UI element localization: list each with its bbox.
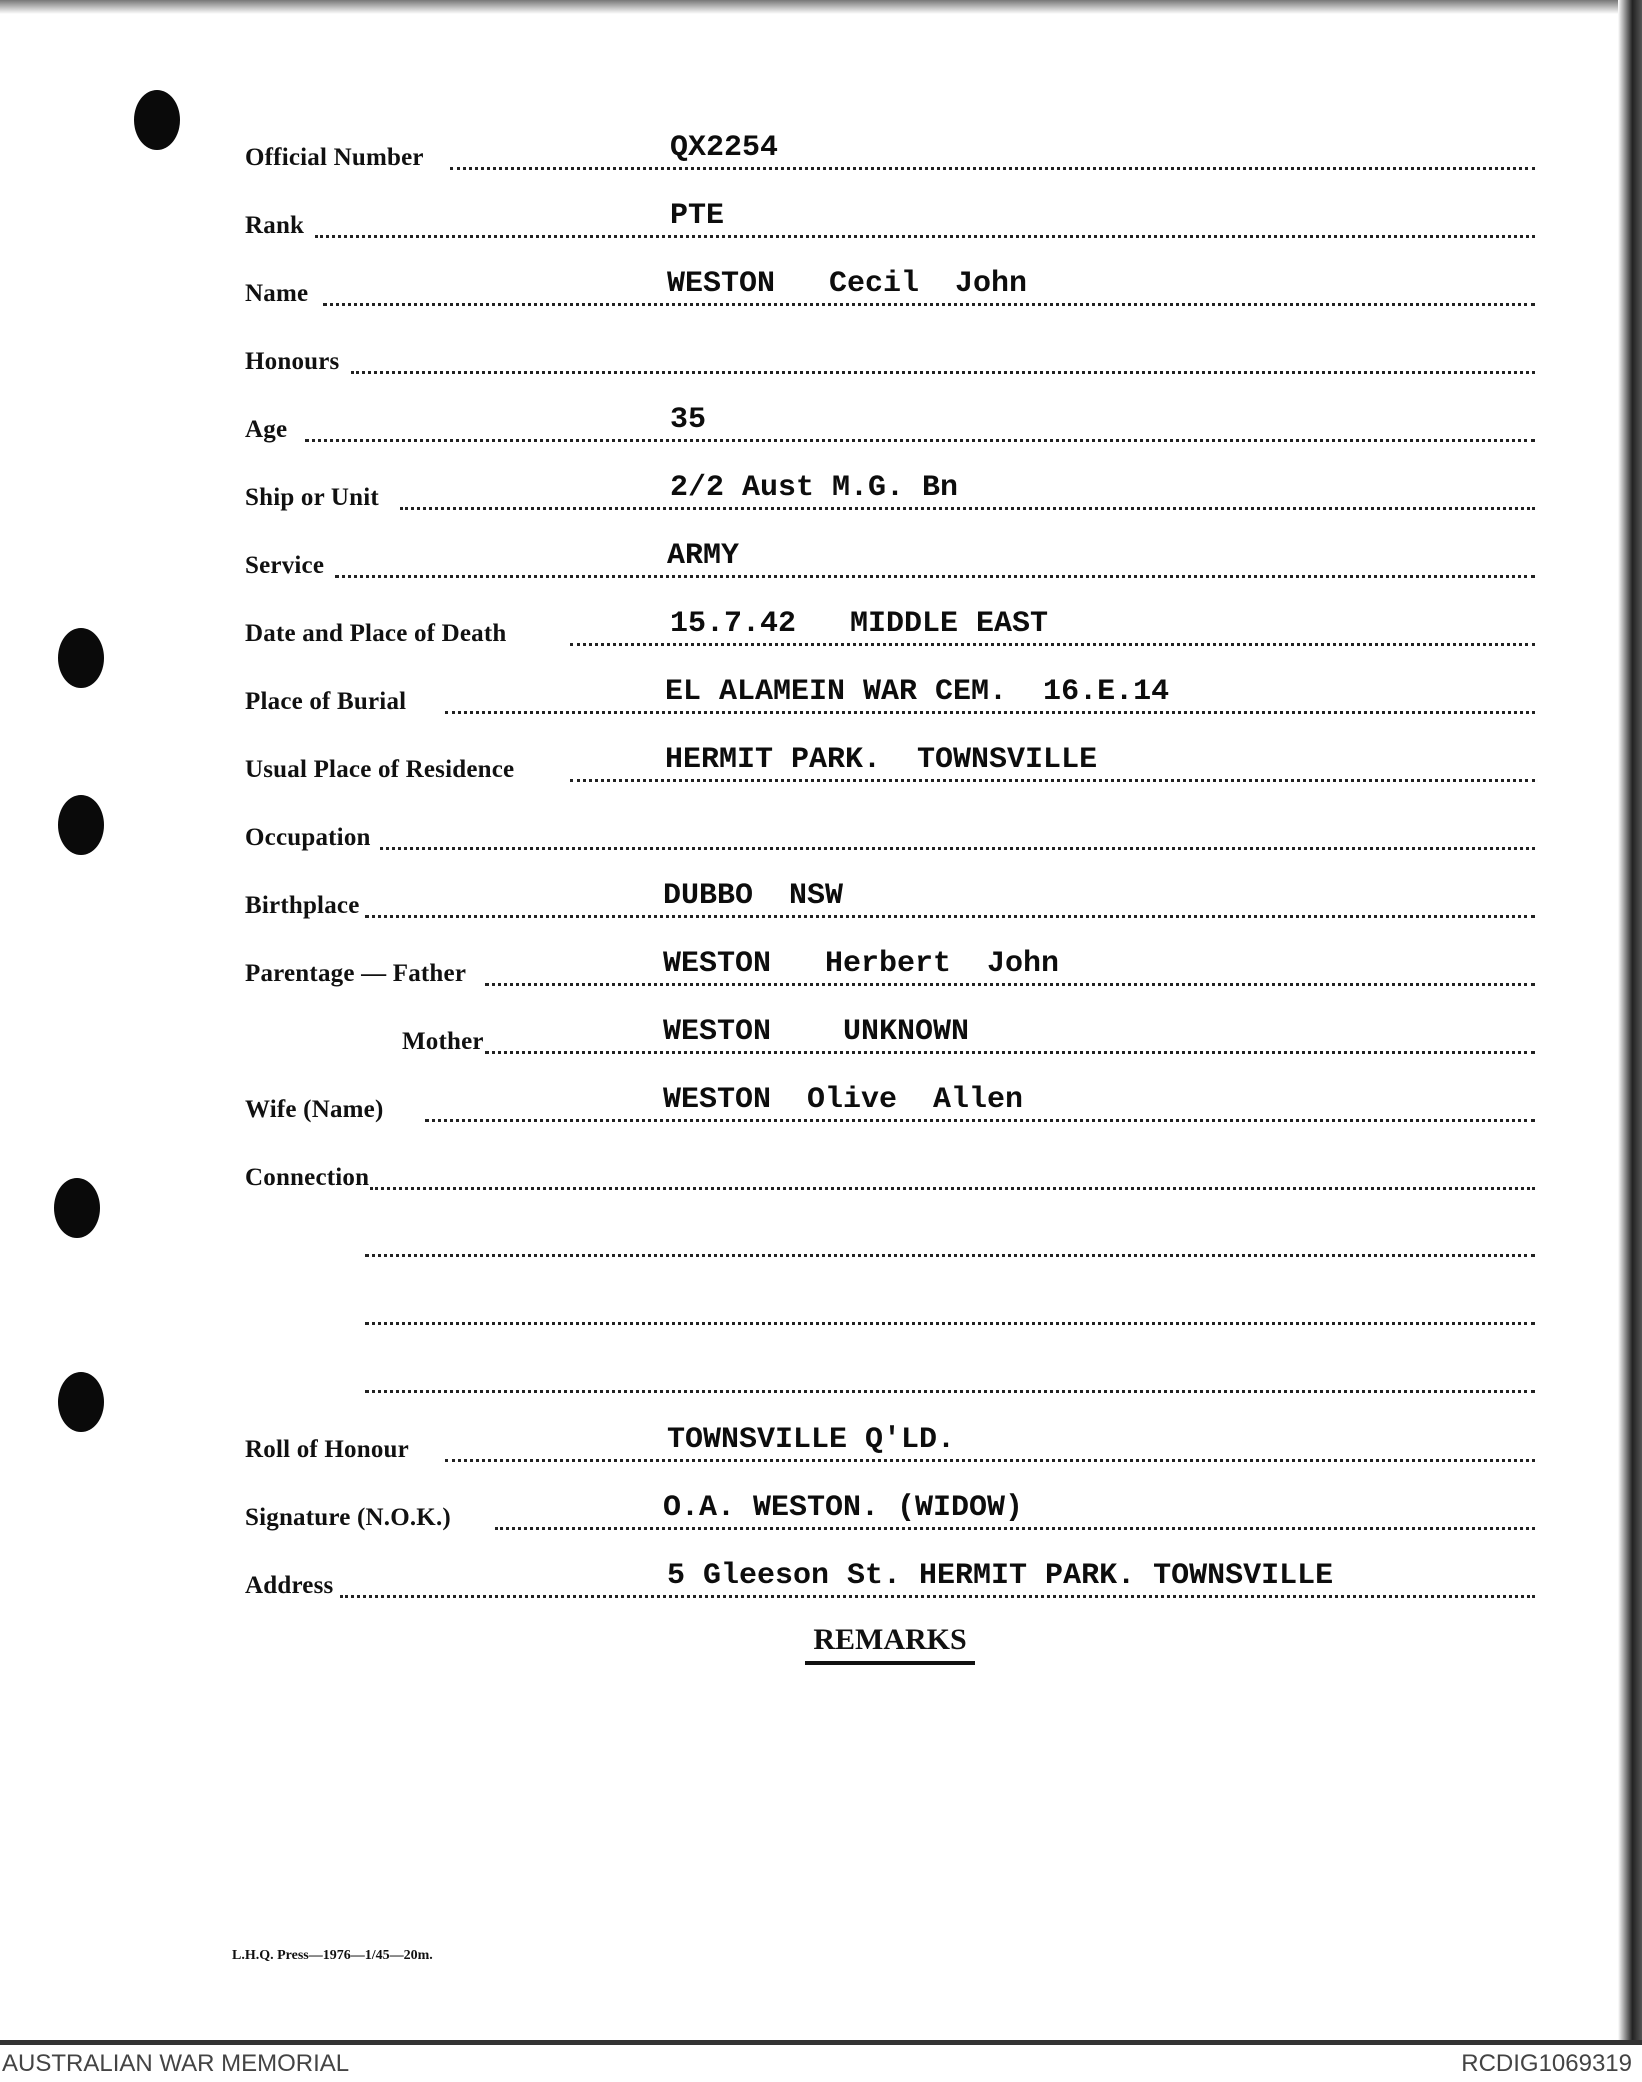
dotted-line (400, 507, 1535, 510)
field-label: Connection (245, 1164, 370, 1191)
field-name (245, 268, 1535, 312)
field-signature (245, 1492, 1535, 1536)
press-note: L.H.Q. Press—1976—1/45—20m. (232, 1948, 433, 1963)
field-occupation (245, 812, 1535, 856)
dotted-line (351, 371, 1535, 374)
dotted-line (370, 1187, 1535, 1190)
field-ship-or-unit (245, 472, 1535, 516)
field-value: QX2254 (670, 131, 779, 165)
field-label: Wife (Name) (245, 1096, 384, 1123)
punch-hole (58, 795, 104, 855)
footer-record-id: RCDIG1069319 (1461, 2050, 1632, 2077)
punch-hole (58, 1372, 104, 1432)
dotted-line (450, 167, 1535, 170)
field-value: ARMY (667, 539, 740, 573)
field-label: Age (245, 416, 288, 443)
field-place-of-burial (245, 676, 1535, 720)
field-value: HERMIT PARK. TOWNSVILLE (665, 743, 1098, 777)
dotted-line (315, 235, 1535, 238)
dotted-line (365, 915, 1535, 918)
field-label: Name (245, 280, 309, 307)
field-label: Honours (245, 348, 340, 375)
dotted-line (445, 711, 1535, 714)
field-birthplace (245, 880, 1535, 924)
dotted-line (425, 1119, 1535, 1122)
punch-hole (134, 90, 180, 150)
field-value: 15.7.42 MIDDLE EAST (670, 607, 1049, 641)
field-value: WESTON Cecil John (667, 267, 1028, 301)
field-value: O.A. WESTON. (WIDOW) (663, 1491, 1024, 1525)
field-value: 5 Gleeson St. HERMIT PARK. TOWNSVILLE (667, 1559, 1334, 1593)
field-wife (245, 1084, 1535, 1128)
dotted-line (323, 303, 1535, 306)
connection-dotted-line (365, 1390, 1535, 1393)
field-label: Service (245, 552, 325, 579)
dotted-line (445, 1459, 1535, 1462)
field-usual-residence (245, 744, 1535, 788)
footer-source: AUSTRALIAN WAR MEMORIAL (2, 2050, 350, 2077)
field-rank (245, 200, 1535, 244)
dotted-line (305, 439, 1535, 442)
field-label: Date and Place of Death (245, 620, 507, 647)
field-label: Place of Burial (245, 688, 407, 715)
field-label: Official Number (245, 144, 424, 171)
connection-dotted-line (365, 1322, 1535, 1325)
field-label: Mother (402, 1028, 484, 1055)
scan-edge-right (1618, 0, 1642, 2045)
field-father (245, 948, 1535, 992)
dotted-line (570, 779, 1535, 782)
dotted-line (335, 575, 1535, 578)
connection-dotted-line (365, 1254, 1535, 1257)
field-label: Ship or Unit (245, 484, 379, 511)
field-label: Occupation (245, 824, 371, 851)
field-official-number (245, 132, 1535, 176)
field-mother (245, 1016, 1535, 1060)
remarks-heading: REMARKS (805, 1623, 975, 1665)
field-label: Signature (N.O.K.) (245, 1504, 451, 1531)
field-label: Birthplace (245, 892, 360, 919)
dotted-line (340, 1595, 1535, 1598)
field-label: Rank (245, 212, 305, 239)
field-label: Roll of Honour (245, 1436, 409, 1463)
field-honours (245, 336, 1535, 380)
field-address (245, 1560, 1535, 1604)
field-value: PTE (670, 199, 725, 233)
field-label: Usual Place of Residence (245, 756, 515, 783)
field-value: DUBBO NSW (663, 879, 844, 913)
punch-hole (58, 628, 104, 688)
dotted-line (570, 643, 1535, 646)
field-value: TOWNSVILLE Q'LD. (667, 1423, 956, 1457)
field-age (245, 404, 1535, 448)
field-value: WESTON Olive Allen (663, 1083, 1024, 1117)
field-date-place-of-death (245, 608, 1535, 652)
field-value: 35 (670, 403, 707, 437)
dotted-line (495, 1527, 1535, 1530)
field-value: 2/2 Aust M.G. Bn (670, 471, 959, 505)
field-label: Address (245, 1572, 334, 1599)
field-value: WESTON UNKNOWN (663, 1015, 970, 1049)
dotted-line (380, 847, 1535, 850)
field-label: Parentage — Father (245, 960, 467, 987)
scan-edge-top (0, 0, 1642, 14)
field-service (245, 540, 1535, 584)
dotted-line (485, 983, 1535, 986)
field-value: EL ALAMEIN WAR CEM. 16.E.14 (665, 675, 1170, 709)
dotted-line (485, 1051, 1535, 1054)
field-connection (245, 1152, 1535, 1196)
field-value: WESTON Herbert John (663, 947, 1060, 981)
punch-hole (54, 1178, 100, 1238)
field-roll-of-honour (245, 1424, 1535, 1468)
